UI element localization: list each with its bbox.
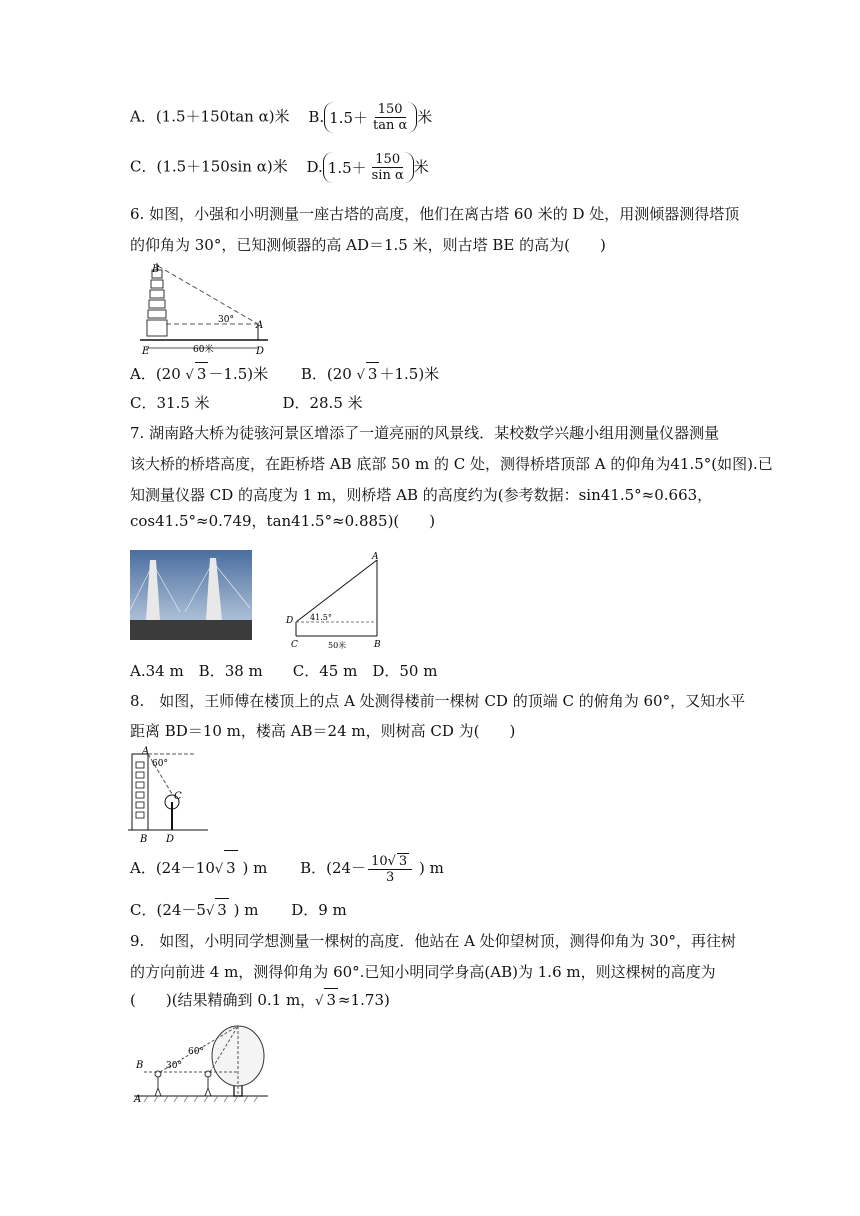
person-1 [155,1071,161,1096]
label-d: D [166,834,175,844]
q6-options-row-2 [130,392,363,414]
q5-option-d: D. 1.5＋ $\frac{150}{\text{sin α}}$ 米 [306,152,429,183]
q6-text-line-2: 的仰角为 30°，已知测倾器的高 AD＝1.5 米，则古塔 BE 的高为( ) [130,236,606,254]
q6-option-a: A．(20 √ 3 －1.5)米 [130,365,268,383]
q8-option-a: A．(24－10√ 3 ) m [130,859,267,877]
label-distance: 60米 [193,345,214,355]
q7-options: A.34 m B．38 m C．45 m D．50 m [130,662,438,680]
label-60: 60° [188,1047,204,1057]
label-angle: 41.5° [310,613,332,622]
q8-option-c: C．(24－5√ 3 ) m [130,901,258,919]
q9-tree-figure [130,1016,270,1108]
sightline [158,266,258,324]
q6-option-b: B．(20 √ 3 ＋1.5)米 [301,365,439,383]
q8-options-row-1 [130,850,444,884]
label-d: D [286,616,294,626]
q5-option-d-fraction: $\frac{150}{\text{sin α}}$ [371,152,404,183]
q9-text-line-3: ( )(结果精确到 0.1 m，√ 3 ≈1.73) [130,988,390,1013]
q7-text-line-4: cos41.5°≈0.749，tan41.5°≈0.885)( ) [130,512,436,530]
q6-pagoda-figure [138,258,278,358]
label-distance: 50米 [328,641,347,650]
q5-option-d-paren: 1.5＋ $\frac{150}{\text{sin α}}$ [323,152,414,183]
label-a: A [142,746,150,757]
q5-option-b-fraction: $\frac{150}{\text{tan α}}$ [373,102,408,133]
q5-option-c: C．(1.5＋150sin α)米 [130,157,288,176]
q8-options-row-2 [130,898,347,923]
q8-option-b: B．(24－ $\frac{10√ 3}{3}$ ) m [300,854,444,885]
label-a: A [372,552,379,562]
q8-text-line-2: 距离 BD＝10 m，楼高 AB＝24 m，则树高 CD 为( ) [130,722,516,740]
q6-option-c: C．31.5 米 [130,394,210,412]
q6-options-row-1 [130,362,439,387]
label-30: 30° [166,1061,182,1071]
q8-building-tree-figure [128,744,208,844]
q6-text-line-1: 6. 如图，小强和小明测量一座古塔的高度，他们在离古塔 60 米的 D 处，用测倾器测得塔顶 [130,205,740,223]
q5-option-b-paren: 1.5＋ $\frac{150}{\text{tan α}}$ [324,102,417,133]
q6-option-d: D．28.5 米 [282,394,363,412]
label-e: E [142,346,150,357]
label-a: A [134,1094,142,1105]
label-c: C [174,791,182,802]
label-d: D [256,346,265,357]
q8-option-b-fraction: $\frac{10√ 3}{3}$ [368,853,412,885]
q9-text-line-1: 9. 如图，小明同学想测量一棵树的高度．他站在 A 处仰望树顶，测得仰角为 30°，再往树 [130,932,737,950]
person-2 [205,1071,211,1096]
label-b: B [152,264,160,275]
label-b: B [374,640,381,650]
q7-bridge-photo [130,550,260,642]
label-angle: 30° [218,315,234,325]
label-b: B [140,834,148,844]
q5-option-a: A．(1.5＋150tan α)米 [130,107,290,126]
q7-text-line-3: 知测量仪器 CD 的高度为 1 m，则桥塔 AB 的高度约为(参考数据：sin41.5°≈0.663， [130,486,713,504]
q5-option-b: B. 1.5＋ $\frac{150}{\text{tan α}}$ 米 [308,102,433,133]
q5-options-row-2 [130,152,429,183]
q7-text-line-2: 该大桥的桥塔高度，在距桥塔 AB 底部 50 m 的 C 处，测得桥塔顶部 A 的仰角为41.5°(如图).已 [130,455,773,473]
q5-options-row-1 [130,102,432,133]
q7-text-line-1: 7. 湖南路大桥为徒骇河景区增添了一道亮丽的风景线．某校数学兴趣小组用测量仪器测量 [130,424,720,442]
label-angle: 60° [152,759,168,769]
q8-option-d: D．9 m [291,901,347,919]
q7-right-triangle-figure [282,550,392,652]
label-b: B [136,1060,144,1071]
label-a: A [256,320,264,331]
q9-text-line-2: 的方向前进 4 m，测得仰角为 60°.已知小明同学身高(AB)为 1.6 m，则这棵树的高度为 [130,963,716,981]
q8-text-line-1: 8. 如图，王师傅在楼顶上的点 A 处测得楼前一棵树 CD 的顶端 C 的俯角为 60°，又知水平 [130,692,746,710]
label-c: C [291,640,298,650]
